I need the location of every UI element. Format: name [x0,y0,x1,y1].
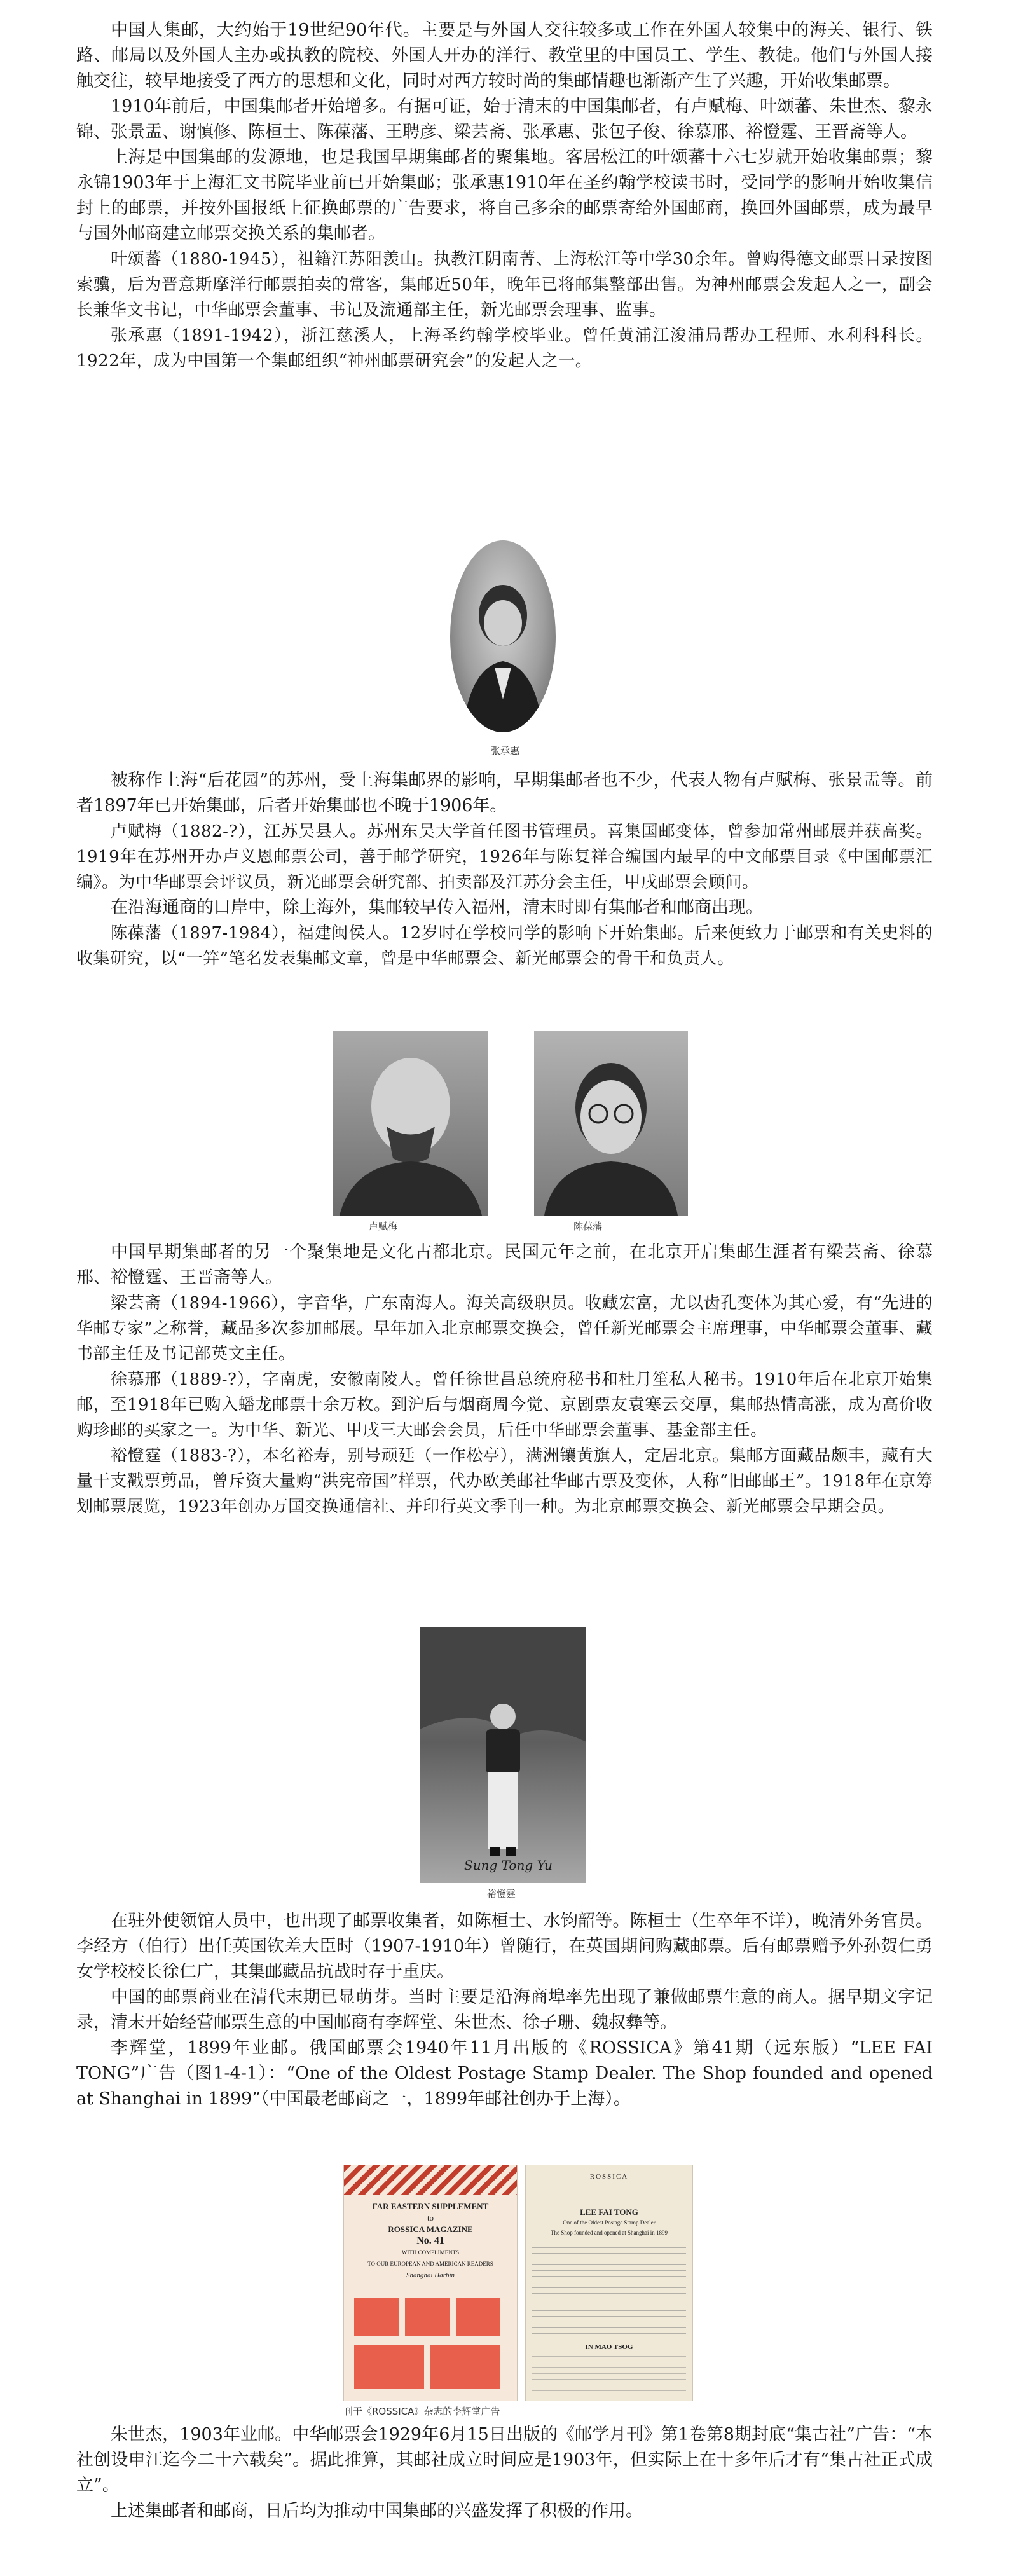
bio-paragraph: 叶颂蕃（1880-1945），祖籍江苏阳羡山。执教江阴南菁、上海松江等中学30余年。曾购得德文邮票目录按图索骥，后为晋意斯摩洋行邮票拍卖的常客，集邮近50年，晚年已将邮集整部出售。为神州邮票会发起人之一，副会长兼华文书记，中华邮票会董事、书记及流通部主任，新光邮票会理事、监事。 [76,250,933,320]
cover-line: WITH COMPLIMENTS [401,2249,460,2256]
portrait-photo [534,1031,688,1216]
cover-title-block [350,2201,511,2281]
ad-line: LEE FAI TONG [580,2207,638,2217]
cover-line: TO OUR EUROPEAN AND AMERICAN READERS [367,2261,493,2267]
magazine-cover-image [343,2165,518,2401]
cover-line: Shanghai Harbin [406,2271,455,2279]
cover-line: to [427,2213,434,2223]
ad-body-lines [532,2242,686,2337]
paragraph: 被称作上海“后花园”的苏州，受上海集邮界的影响，早期集邮者也不少，代表人物有卢赋梅、张景盂等。前者1897年已开始集邮，后者开始集邮也不晚于1906年。 [76,771,933,816]
bio-paragraph: 张承惠（1891-1942），浙江慈溪人，上海圣约翰学校毕业。曾任黄浦江浚浦局帮办工程师、水利科科长。1922年，成为中国第一个集邮组织“神州邮票研究会”的发起人之一。 [76,326,933,371]
photo-caption: 刊于《ROSSICA》杂志的李辉堂广告 [343,2406,500,2417]
bio-paragraph: 陈葆藩（1897-1984），福建闽侯人。12岁时在学校同学的影响下开始集邮。后来便致力于邮票和有关史料的收集研究，以“一笄”笔名发表集邮文章，曾是中华邮票会、新光邮票会的骨干和负责人。 [76,924,933,968]
paragraph: 在沿海通商的口岸中，除上海外，集邮较早传入福州，清末时即有集邮者和邮商出现。 [111,898,763,917]
ad-line: One of the Oldest Postage Stamp Dealer [563,2219,656,2226]
photo-caption: 卢赋梅 [369,1221,398,1232]
section-closing [76,2422,933,2524]
portrait-figure [420,1627,586,1883]
cover-line: No. 41 [416,2235,444,2246]
cover-stamps [354,2298,507,2393]
paragraph: 朱世杰，1903年业邮。中华邮票会1929年6月15日出版的《邮学月刊》第1卷第8期封底“集古社”广告：“本社创设申江迄今二十六载矣”。据此推算，其邮社成立时间应是1903年，但实际上在十多年后才有“集古社正式成立”。 [76,2425,933,2495]
cover-border [344,2165,517,2195]
paragraph: 李辉堂，1899年业邮。俄国邮票会1940年11月出版的《ROSSICA》第41期（远东版）“LEE FAI TONG”广告（图1-4-1）：“One of the Oldest Postage Stamp Dealer. The Shop founded and opened at Shanghai in 1899”（中国最老邮商之一，1899年邮社创办于上海）。 [76,2038,933,2109]
photo-signature: Sung Tong Yu [464,1858,553,1873]
portrait-photo [450,540,556,732]
portrait-figure [450,540,556,732]
paragraph: 中国早期集邮者的另一个聚集地是文化古都北京。民国元年之前，在北京开启集邮生涯者有梁芸斋、徐慕邢、裕憕霆、王晋斋等人。 [76,1242,933,1287]
portrait-photo [333,1031,488,1216]
standing-portrait-photo [420,1627,586,1883]
photo-caption: 陈葆藩 [573,1221,603,1232]
ad-line: The Shop founded and opened at Shanghai in 1899 [551,2230,668,2236]
paragraph: 在驻外使领馆人员中，也出现了邮票收集者，如陈桓士、水钧韶等。陈桓士（生卒年不详），晚清外务官员。李经方（伯行）出任英国钦差大臣时（1907-1910年）曾随行，在英国期间购藏邮票。后有邮票赠予外孙贺仁勇女学校校长徐仁广，其集邮藏品抗战时存于重庆。 [76,1911,933,1982]
ad-line: IN MAO TSOG [585,2343,633,2351]
section-beijing [76,1240,933,1519]
portrait-figure [534,1031,688,1216]
bio-paragraph: 徐慕邢（1889-?），字南虎，安徽南陵人。曾任徐世昌总统府秘书和杜月笙私人秘书。1910年后在北京开始集邮，至1918年已购入蟠龙邮票十余万枚。到沪后与烟商周今觉、京剧票友袁寒云交厚，集邮热情高涨，成为高价收购珍邮的买家之一。为中华、新光、甲戌三大邮会会员，后任中华邮票会董事、基金部主任。 [76,1370,933,1440]
ad-text-block [532,2172,686,2394]
photo-caption: 张承惠 [491,745,520,757]
bio-paragraph: 裕憕霆（1883-?），本名裕寿，别号顽廷（一作松亭），满洲镶黄旗人，定居北京。集邮方面藏品颇丰，藏有大量干支戳票剪品，曾斥资大量购“洪宪帝国”样票，代办欧美邮社华邮古票及变体，人称“旧邮邮王”。1918年在京筹划邮票展览，1923年创办万国交换通信社、并印行英文季刊一种。为北京邮票交换会、新光邮票会早期会员。 [76,1446,933,1516]
section-dealers [76,1908,933,2112]
paragraph: 上述集邮者和邮商，日后均为推动中国集邮的兴盛发挥了积极的作用。 [111,2501,643,2521]
magazine-ad-page-image [525,2165,693,2401]
paragraph: 上海是中国集邮的发源地，也是我国早期集邮者的聚集地。客居松江的叶颂蕃十六七岁就开始收集邮票；黎永锦1903年于上海汇文书院毕业前已开始集邮；张承惠1910年在圣约翰学校读书时，受同学的影响开始收集信封上的邮票，并按外国报纸上征换邮票的广告要求，将自己多余的邮票寄给外国邮商，换回外国邮票，成为最早与国外邮商建立邮票交换关系的集邮者。 [76,147,933,243]
portrait-figure [333,1031,488,1216]
photo-caption: 裕憕霆 [487,1888,516,1900]
paragraph: 中国人集邮，大约始于19世纪90年代。主要是与外国人交往较多或工作在外国人较集中的海关、银行、铁路、邮局以及外国人主办或执教的院校、外国人开办的洋行、教堂里的中国员工、学生、教徒。他们与外国人接触交往，较早地接受了西方的思想和文化，同时对西方较时尚的集邮情趣也渐渐产生了兴趣，开始收集邮票。 [76,20,933,91]
bio-paragraph: 卢赋梅（1882-?），江苏吴县人。苏州东吴大学首任图书管理员。喜集国邮变体，曾参加常州邮展并获高奖。1919年在苏州开办卢义恩邮票公司，善于邮学研究，1926年与陈复祥合编国内最早的中文邮票目录《中国邮票汇编》。为中华邮票会评议员，新光邮票会研究部、拍卖部及江苏分会主任，甲戌邮票会顾问。 [76,822,933,892]
cover-line: ROSSICA MAGAZINE [388,2224,473,2234]
paragraph: 中国的邮票商业在清代末期已显萌芽。当时主要是沿海商埠率先出现了兼做邮票生意的商人。据早期文字记录，清末开始经营邮票生意的中国邮商有李辉堂、朱世杰、徐子珊、魏叔彝等。 [76,1987,933,2032]
cover-line: FAR EASTERN SUPPLEMENT [372,2202,489,2211]
bio-paragraph: 梁芸斋（1894-1966），字音华，广东南海人。海关高级职员。收藏宏富，尤以齿孔变体为其心爱，有“先进的华邮专家”之称誉，藏品多次参加邮展。早年加入北京邮票交换会，曾任新光邮票会主席理事，中华邮票会董事、藏书部主任及书记部英文主任。 [76,1294,933,1364]
section-suzhou [76,768,933,971]
section-intro [76,18,933,374]
ad-line: ROSSICA [589,2173,629,2181]
paragraph: 1910年前后，中国集邮者开始增多。有据可证，始于清末的中国集邮者，有卢赋梅、叶颂蕃、朱世杰、黎永锦、张景盂、谢慎修、陈桓士、陈葆藩、王聘彦、梁芸斋、张承惠、张包子俊、徐慕邢、裕憕霆、王晋斋等人。 [76,97,933,142]
